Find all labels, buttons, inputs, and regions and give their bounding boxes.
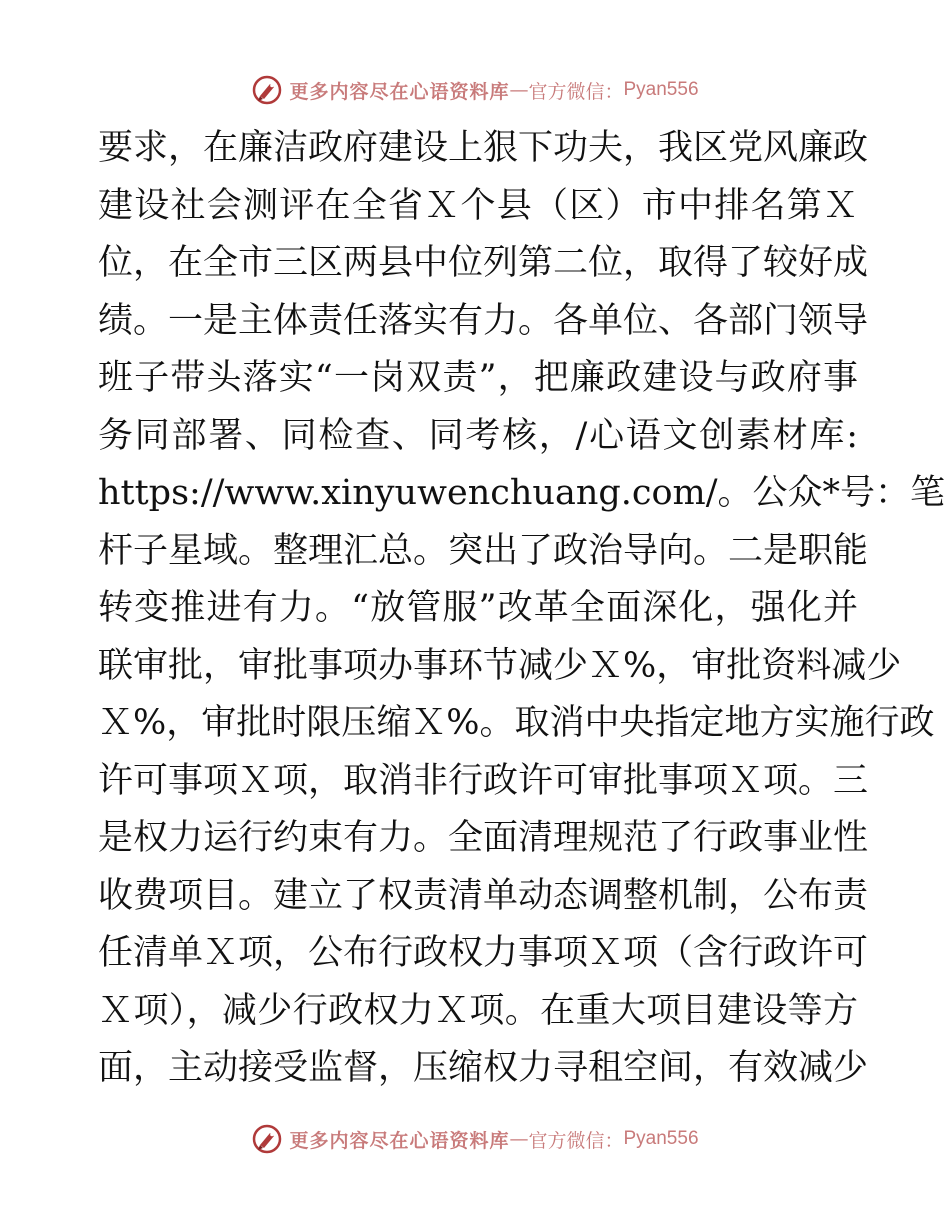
text-line: 面，主动接受监督，压缩权力寻租空间，有效减少 bbox=[98, 1048, 869, 1088]
text-line: 任清单Ｘ项，公布行政权力事项Ｘ项（含行政许可 bbox=[98, 933, 869, 973]
text-line: 要求，在廉洁政府建设上狠下功夫，我区党风廉政 bbox=[98, 128, 869, 168]
text-line: 班子带头落实“一岗双责”，把廉政建设与政府事 bbox=[98, 358, 858, 398]
text-line: 许可事项Ｘ项，取消非行政许可审批事项Ｘ项。三 bbox=[98, 760, 869, 801]
wechat-id: Pyan556 bbox=[623, 79, 699, 100]
pen-nib-logo-icon bbox=[251, 1123, 283, 1155]
text-line: 绩。一是主体责任落实有力。各单位、各部门领导 bbox=[98, 300, 869, 341]
banner-dash: — bbox=[509, 1128, 529, 1150]
text-line: 是权力运行约束有力。全面清理规范了行政事业性 bbox=[98, 818, 869, 858]
document-body bbox=[98, 120, 946, 1098]
wechat-id: Pyan556 bbox=[623, 1128, 699, 1149]
text-line: 收费项目。建立了权责清单动态调整机制，公布责 bbox=[98, 875, 869, 916]
text-line: 转变推进有力。“放管服”改革全面深化，强化并 bbox=[98, 588, 858, 628]
text-line: https://www.xinyuwenchuang.com/。公众*号：笔 bbox=[98, 473, 946, 513]
promo-text: 更多内容尽在心语资料库 bbox=[289, 80, 510, 103]
text-line: 建设社会测评在全省Ｘ个县（区）市中排名第Ｘ bbox=[98, 185, 858, 226]
contact-label: 官方微信： bbox=[528, 80, 624, 103]
text-line: 位，在全市三区两县中位列第二位，取得了较好成 bbox=[98, 243, 869, 283]
text-line: 联审批，审批事项办事环节减少Ｘ%，审批资料减少 bbox=[98, 645, 902, 686]
text-line: Ｘ%，审批时限压缩Ｘ%。取消中央指定地方实施行政 bbox=[98, 703, 935, 743]
text-line: 杆子星域。整理汇总。突出了政治导向。二是职能 bbox=[98, 530, 869, 571]
pen-nib-logo-icon bbox=[251, 74, 283, 106]
banner-dash: — bbox=[509, 79, 529, 101]
header-banner bbox=[0, 70, 950, 110]
text-line: Ｘ项），减少行政权力Ｘ项。在重大项目建设等方 bbox=[98, 990, 858, 1031]
promo-text: 更多内容尽在心语资料库 bbox=[289, 1129, 510, 1152]
text-line: 务同部署、同检查、同考核，/心语文创素材库: bbox=[98, 415, 858, 456]
contact-label: 官方微信： bbox=[528, 1129, 624, 1152]
footer-banner bbox=[0, 1119, 950, 1159]
